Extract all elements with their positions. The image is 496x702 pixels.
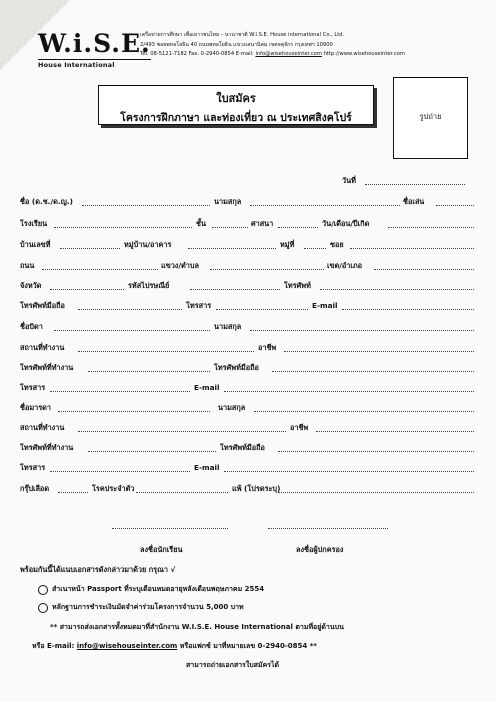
field-nickname[interactable]	[436, 205, 474, 206]
deposit-checkbox[interactable]	[38, 603, 48, 613]
label-father-surname: นามสกุล	[214, 322, 242, 331]
field-mother-occupation[interactable]	[316, 431, 474, 432]
label-mother-name: ชื่อมารดา	[20, 403, 51, 412]
field-mother-mobile[interactable]	[278, 451, 474, 452]
label-name: ชื่อ (ด.ช./ด.ญ.)	[20, 197, 73, 206]
field-religion[interactable]	[278, 227, 318, 228]
field-disease[interactable]	[136, 492, 228, 493]
field-mother-email[interactable]	[224, 471, 474, 472]
form-title: ใบสมัคร	[216, 92, 256, 105]
field-grade[interactable]	[212, 227, 248, 228]
field-blood-group[interactable]	[58, 492, 88, 493]
photo-label: รูปถ่าย	[419, 112, 442, 121]
field-moo[interactable]	[304, 248, 326, 249]
field-father-name[interactable]	[54, 330, 210, 331]
field-house-no[interactable]	[60, 248, 120, 249]
row-father-work	[20, 343, 476, 355]
field-father-surname[interactable]	[250, 330, 474, 331]
field-district[interactable]	[374, 269, 474, 270]
field-allergy[interactable]	[278, 492, 474, 493]
letterhead-line1: เครือข่ายการศึกษา เพื่อเยาวชนไทย – นานาชาติ W.I.S.E. House international Co., Ltd.	[140, 32, 345, 38]
contact-phone: Tel. 08-5121-7182 Fax. 0-2940-0854 E-mail:	[140, 51, 254, 57]
logo-text: W.i.S.E.	[38, 29, 151, 58]
row-mother-work	[20, 423, 476, 435]
row-school	[20, 219, 476, 231]
row-address	[20, 240, 476, 252]
photo-box[interactable]	[393, 77, 468, 159]
label-mother-email: E-mail	[194, 463, 220, 472]
field-mother-name[interactable]	[58, 411, 210, 412]
field-province[interactable]	[50, 289, 124, 290]
field-mother-fax[interactable]	[50, 471, 190, 472]
label-father-email: E-mail	[194, 383, 220, 392]
field-mobile[interactable]	[78, 309, 182, 310]
label-father-mobile: โทรศัพท์มือถือ	[214, 363, 259, 372]
label-moo: หมู่ที่	[280, 240, 295, 249]
passport-checkbox[interactable]	[38, 585, 48, 595]
label-email: E-mail	[312, 301, 338, 310]
row-road	[20, 261, 476, 273]
field-soi[interactable]	[350, 248, 474, 249]
field-father-work-phone[interactable]	[88, 371, 210, 372]
form-title-box	[98, 85, 374, 125]
label-fax: โทรสาร	[186, 301, 212, 310]
field-mother-work-phone[interactable]	[88, 451, 216, 452]
label-mother-fax: โทรสาร	[20, 463, 46, 472]
field-road[interactable]	[42, 269, 158, 270]
label-blood-group: กรุ๊ปเลือด	[20, 484, 50, 493]
label-nickname: ชื่อเล่น	[403, 197, 425, 206]
field-phone[interactable]	[320, 289, 474, 290]
field-surname[interactable]	[250, 205, 400, 206]
label-house-no: บ้านเลขที่	[20, 240, 51, 249]
footer-note-line2	[32, 641, 317, 652]
contact-email-link[interactable]: info@wisehouseinter.com	[255, 51, 322, 57]
label-mother-surname: นามสกุล	[218, 403, 246, 412]
website-link[interactable]: http://www.wisehouseinter.com	[323, 51, 405, 57]
field-father-occupation[interactable]	[284, 351, 474, 352]
field-father-email[interactable]	[224, 391, 474, 392]
field-village[interactable]	[188, 248, 276, 249]
row-mother-phone	[20, 443, 476, 455]
field-email[interactable]	[342, 309, 474, 310]
attachments-intro: พร้อมกันนี้ได้แนบเอกสารดังกล่าวมาด้วย กรุณา √	[20, 565, 176, 574]
field-mother-workplace[interactable]	[78, 431, 286, 432]
label-disease: โรคประจำตัว	[92, 484, 135, 493]
label-village: หมู่บ้าน/อาคาร	[124, 240, 172, 249]
row-mother-fax	[20, 463, 476, 475]
label-phone: โทรศัพท์	[284, 281, 311, 290]
footer-note-line1: ** สามารถส่งเอกสารทั้งหมดมาที่สำนักงาน W.I.S.E. House International ตามที่อยู่ด้านบน	[50, 623, 344, 631]
field-father-workplace[interactable]	[78, 351, 254, 352]
row-date	[20, 176, 476, 188]
label-postcode: รหัสไปรษณีย์	[128, 281, 170, 290]
parent-signature-label: ลงชื่อผู้ปกครอง	[296, 545, 344, 554]
letterhead-line2: 2/493 ซอยพหลโยธิน 40 ถนนพหลโยธิน แขวงเสนานิคม เขตจตุจักร กรุงเทพฯ 10900	[140, 41, 333, 48]
label-road: ถนน	[20, 261, 35, 270]
parent-signature-line[interactable]	[268, 528, 388, 529]
label-province: จังหวัด	[20, 281, 42, 290]
label-date: วันที่	[342, 176, 356, 185]
label-father-occupation: อาชีพ	[258, 343, 277, 352]
row-health	[20, 484, 476, 496]
label-birthdate: วัน/เดือน/ปีเกิด	[322, 219, 370, 228]
label-father-fax: โทรสาร	[20, 383, 46, 392]
field-subdistrict[interactable]	[210, 269, 324, 270]
label-soi: ซอย	[330, 240, 344, 249]
row-province	[20, 281, 476, 293]
label-grade: ชั้น	[196, 219, 206, 228]
label-father-workplace: สถานที่ทำงาน	[20, 343, 65, 352]
student-signature-label: ลงชื่อนักเรียน	[140, 545, 183, 554]
footer-email-prefix: หรือ E-mail:	[32, 642, 75, 650]
field-father-fax[interactable]	[50, 391, 190, 392]
label-school: โรงเรียน	[20, 219, 48, 228]
label-allergy: แพ้ (โปรดระบุ)	[232, 484, 281, 493]
label-mother-mobile: โทรศัพท์มือถือ	[220, 443, 265, 452]
label-district: เขต/อำเภอ	[327, 261, 363, 270]
footer-fax-text: หรือแฟกซ์ มาที่หมายเลข 0-2940-0854 **	[179, 642, 317, 650]
label-father-work-phone: โทรศัพท์ที่ทำงาน	[20, 363, 74, 372]
label-subdistrict: แขวง/ตำบล	[161, 261, 199, 270]
deposit-option-label: หลักฐานการชำระเงินมัดจำค่าร่วมโครงการจำนวน 5,000 บาท	[52, 603, 244, 611]
label-mobile: โทรศัพท์มือถือ	[20, 301, 65, 310]
row-father-fax	[20, 383, 476, 395]
label-mother-occupation: อาชีพ	[290, 423, 309, 432]
field-school[interactable]	[54, 227, 192, 228]
row-father-phone	[20, 363, 476, 375]
label-mother-workplace: สถานที่ทำงาน	[20, 423, 65, 432]
student-signature-line[interactable]	[112, 528, 228, 529]
letterhead-line3	[140, 50, 405, 60]
field-name[interactable]	[82, 205, 210, 206]
row-mobile	[20, 301, 476, 313]
row-father	[20, 322, 476, 334]
field-mother-surname[interactable]	[254, 411, 474, 412]
label-surname: นามสกุล	[214, 197, 242, 206]
row-name	[20, 197, 476, 209]
field-postcode[interactable]	[190, 289, 280, 290]
wise-logo	[38, 30, 151, 69]
label-religion: ศาสนา	[251, 219, 274, 228]
field-father-mobile[interactable]	[272, 371, 474, 372]
logo-subtitle: House International	[38, 59, 151, 69]
field-birthdate[interactable]	[388, 227, 474, 228]
footer-note-line3: สามารถถ่ายเอกสารใบสมัครได้	[186, 661, 280, 669]
label-father-name: ชื่อบิดา	[20, 322, 43, 331]
form-subtitle: โครงการฝึกภาษา และท่องเที่ยว ณ ประเทศสิงคโปร์	[120, 112, 352, 124]
field-fax[interactable]	[216, 309, 308, 310]
letterhead	[140, 31, 405, 60]
field-date[interactable]	[365, 184, 465, 185]
row-mother	[20, 403, 476, 415]
passport-option-label: สำเนาหน้า Passport ที่ระบุเดือนหมดอายุหลังเดือนพฤษภาคม 2554	[52, 585, 265, 593]
label-mother-work-phone: โทรศัพท์ที่ทำงาน	[20, 443, 74, 452]
footer-email-link[interactable]: info@wisehouseinter.com	[76, 642, 178, 650]
